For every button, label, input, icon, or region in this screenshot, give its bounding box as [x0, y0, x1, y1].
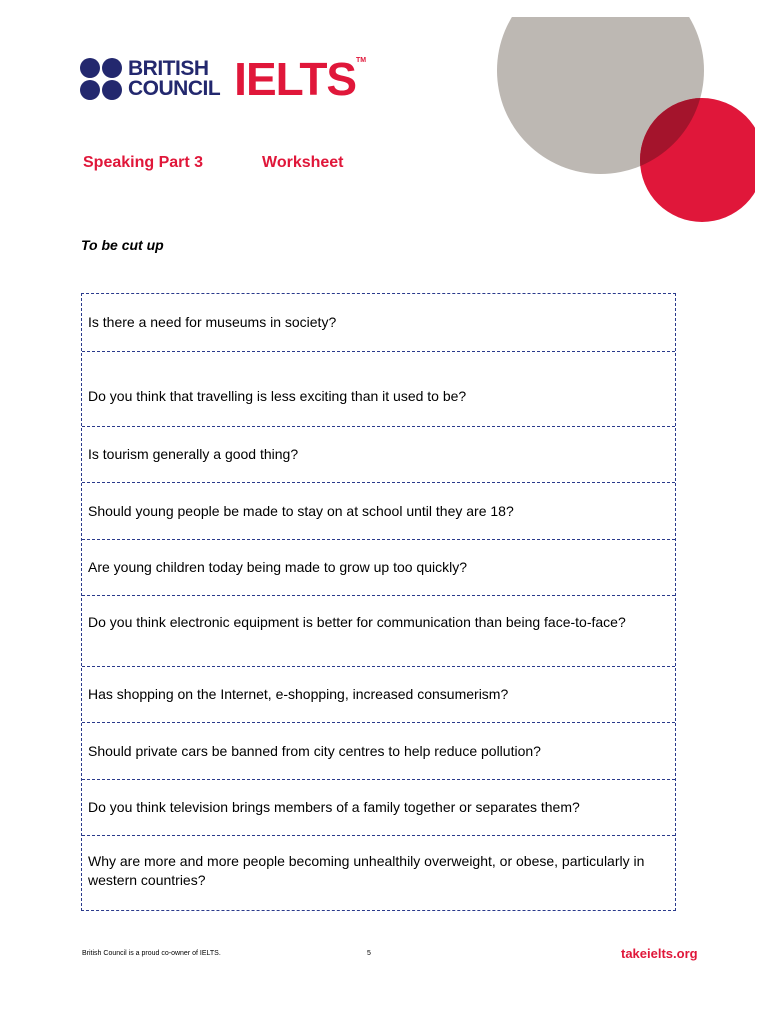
ielts-text: IELTS [234, 53, 357, 105]
decorative-red-circle [640, 98, 764, 222]
logo-dot [80, 80, 100, 100]
question-text: Are young children today being made to grow up too quickly? [88, 559, 468, 575]
brand-line-2: COUNCIL [128, 77, 221, 100]
question-text: Should private cars be banned from city centres to help reduce pollution? [88, 742, 541, 759]
question-text: Why are more and more people becoming unhealthily overweight, or obese, particularly in western countries? [88, 853, 645, 888]
logo-dot [102, 58, 122, 78]
question-card [82, 351, 675, 426]
question-card [82, 779, 675, 835]
ielts-wordmark [234, 53, 367, 105]
question-card [82, 835, 675, 910]
speaking-part-heading: Speaking Part 3 [83, 154, 204, 171]
question-card [82, 539, 675, 595]
question-card [82, 482, 675, 539]
brand-line-1: BRITISH [128, 57, 209, 80]
question-card [82, 666, 675, 722]
question-text: Do you think electronic equipment is better for communication than being face-to-face? [88, 614, 626, 630]
question-cards-table [81, 293, 676, 911]
british-council-dots-icon [80, 58, 122, 100]
question-text: Do you think television brings members of a family together or separates them? [88, 799, 580, 815]
question-text: Has shopping on the Internet, e-shopping, increased consumerism? [88, 686, 509, 702]
trademark-symbol: TM [356, 57, 367, 64]
logo-dot [80, 58, 100, 78]
logo-dot [102, 80, 122, 100]
takeielts-link[interactable]: takeielts.org [621, 946, 698, 961]
worksheet-heading: Worksheet [262, 154, 344, 171]
question-text: Is there a need for museums in society? [88, 314, 337, 330]
question-text: Do you think that travelling is less exciting than it used to be? [88, 388, 467, 404]
footer-co-owner-note: British Council is a proud co-owner of IELTS. [82, 950, 221, 957]
page-top-mask [480, 0, 768, 17]
british-council-ielts-logo [80, 53, 367, 105]
question-card [82, 595, 675, 666]
question-card [82, 294, 675, 351]
question-card [82, 426, 675, 482]
page-edge-mask [755, 0, 768, 260]
question-text: Should young people be made to stay on at school until they are 18? [88, 502, 514, 519]
decorative-circle-overlap [640, 98, 704, 174]
cut-up-instruction: To be cut up [81, 237, 164, 253]
question-text: Is tourism generally a good thing? [88, 446, 299, 462]
british-council-wordmark [128, 59, 220, 99]
page-number: 5 [367, 950, 371, 957]
question-card [82, 722, 675, 779]
